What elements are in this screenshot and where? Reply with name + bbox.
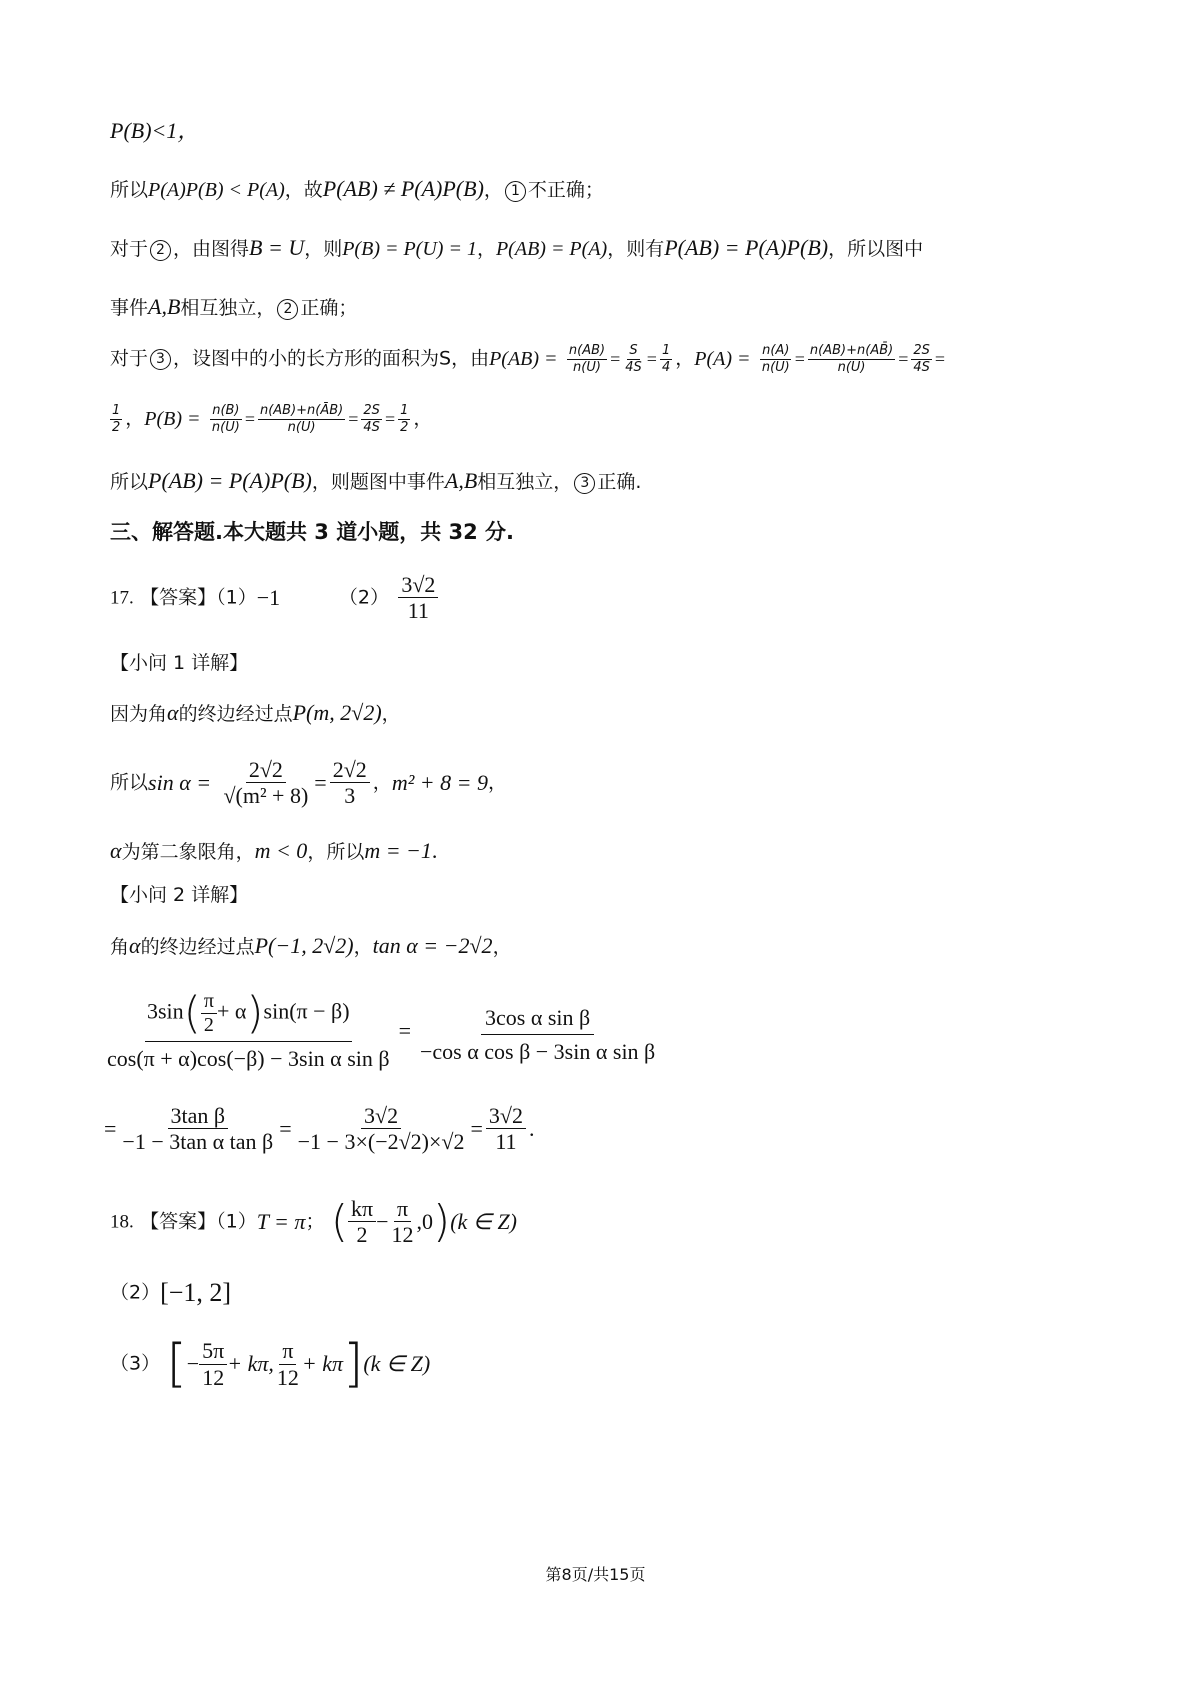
q18-answer-line: 18. 【答案】（1）T = π； ( $\frac{k\pi}{2}$ − $\frac{\pi}{12}$ ,0)(k ∈ Z) xyxy=(110,1195,518,1248)
denominator: −1 − 3×(−2√2)×√2 xyxy=(297,1129,465,1155)
numerator: n(AB)+n(ĀB) xyxy=(259,403,344,418)
fraction xyxy=(348,1196,376,1248)
text: 正确. xyxy=(597,471,642,493)
circled-number: 3 xyxy=(574,473,595,494)
denominator: −cos α cos β − 3sin α sin β xyxy=(420,1039,656,1065)
denominator: n(U) xyxy=(837,359,866,375)
subsection-title xyxy=(110,884,248,905)
math-expr: P(AB) = P(A)P(B) xyxy=(148,468,312,493)
text: ，则有 xyxy=(607,238,665,260)
text: ，则题图中事件 xyxy=(311,471,445,493)
denominator: cos(π + α)cos(−β) − 3sin α sin β xyxy=(107,1046,390,1071)
denominator: √(m² + 8) xyxy=(223,783,309,809)
numerator: n(AB) xyxy=(568,343,606,358)
denominator: 12 xyxy=(391,1222,414,1248)
fraction xyxy=(760,343,792,375)
fraction xyxy=(361,403,382,435)
part-label: （1） xyxy=(216,1210,257,1233)
math-expr: m = −1 xyxy=(364,838,432,863)
subsection-label: 【小问 1 详解】 xyxy=(110,652,249,674)
denominator: n(U) xyxy=(573,359,601,375)
numerator: 1 xyxy=(112,403,121,418)
part-label: （2） xyxy=(110,1281,161,1304)
term: + α xyxy=(216,998,247,1024)
text: 不正确； xyxy=(527,179,604,201)
math-expr: m < 0 xyxy=(254,838,308,863)
equals-sign: = xyxy=(470,1115,483,1141)
numerator: 2√2 xyxy=(330,757,370,783)
math-expr: P(A) = xyxy=(694,348,751,371)
fraction xyxy=(274,1338,302,1390)
text: ，故 xyxy=(284,179,323,201)
math-expr: P(AB) ≠ P(A)P(B) xyxy=(322,176,484,201)
text-line xyxy=(110,757,507,809)
term: sin(π − β) xyxy=(263,998,350,1024)
fraction xyxy=(330,757,370,809)
text: 对于 xyxy=(110,347,149,370)
text: 相互独立， xyxy=(180,297,276,319)
text-line: 对于 3 ，设图中的小的长方形的面积为S，由P(AB) = $\frac{n(AB)}{n(U)}$ = $\frac{S}{4S}$ = $\frac{1}{4}$ ，P(A) = $\frac{n(A)}{n(U)}$ = $\frac{n(AB)+n(AB̄)}{n(U)}$ = $\frac{2S}{4S}$ = xyxy=(110,343,946,375)
part-label: （3） xyxy=(110,1352,161,1375)
math-expr: P(B) = P(U) = 1 xyxy=(342,238,477,260)
text: ， xyxy=(488,771,508,794)
denominator: 2 xyxy=(356,1222,368,1248)
numerator: n(B) xyxy=(212,403,240,418)
numerator: 2S xyxy=(363,403,380,418)
text: ， xyxy=(381,703,401,725)
math-expr: (k ∈ Z) xyxy=(450,1208,518,1234)
math-expr: B = U xyxy=(249,235,305,260)
math-expr: P(AB) = P(A)P(B) xyxy=(664,235,829,260)
denominator: 4 xyxy=(661,359,671,375)
circled-number: 1 xyxy=(505,181,526,202)
numerator: kπ xyxy=(348,1196,376,1222)
fraction xyxy=(417,997,658,1065)
numerator: 3sin( $\frac{\pi}{2}$ + α)sin(π − β) xyxy=(145,990,352,1042)
fraction xyxy=(220,757,311,809)
denominator: n(U) xyxy=(211,419,240,435)
numerator: 5π xyxy=(199,1338,227,1364)
text: ， xyxy=(372,771,392,794)
minus-sign: − xyxy=(186,1351,200,1376)
denominator: 4S xyxy=(625,359,642,375)
answer-value: −1 xyxy=(256,584,281,610)
fraction xyxy=(808,343,895,375)
denominator: 4S xyxy=(363,419,380,435)
fraction xyxy=(660,343,672,375)
answer-value: [−1, 2] xyxy=(160,1278,232,1307)
term: 3sin xyxy=(146,998,184,1024)
text: 事件 xyxy=(110,297,149,319)
text: . xyxy=(431,838,438,863)
math-expr: m² + 8 = 9 xyxy=(391,769,488,795)
numerator: π xyxy=(279,1338,296,1364)
math-expr: T = π xyxy=(256,1208,306,1234)
text: 所以 xyxy=(110,771,149,794)
fraction xyxy=(295,1103,468,1155)
text-line xyxy=(110,470,641,494)
text: ， xyxy=(675,347,695,370)
math-expr: α xyxy=(110,838,122,863)
equals-sign: = xyxy=(314,769,327,795)
math-expr: A,B xyxy=(148,294,181,319)
fraction xyxy=(119,1103,276,1155)
section-title: 三、解答题.本大题共 3 道小题，共 32 分. xyxy=(110,520,515,544)
text-line: $\frac{1}{2}$ ，P(B) = $\frac{n(B)}{n(U)}$ = $\frac{n(AB)+n(ĀB)}{n(U)}$ = $\frac{2S}{4S}$ = $\frac{1}{2}$ ， xyxy=(112,403,433,435)
numerator: 2√2 xyxy=(246,757,286,783)
text: 所以 xyxy=(110,179,149,201)
fraction xyxy=(389,1196,417,1248)
question-number: 18. xyxy=(110,1211,134,1233)
text: ， xyxy=(476,238,496,260)
denominator: 2 xyxy=(400,419,409,435)
math-expr: α xyxy=(167,700,179,725)
numerator: 1 xyxy=(661,343,671,358)
denominator: 3 xyxy=(344,783,356,809)
page-footer: 第8页/共15页 xyxy=(545,1565,646,1584)
numerator: 3√2 xyxy=(398,572,438,598)
math-expr: P(A)P(B) < P(A) xyxy=(148,179,285,201)
math-expr: P(m, 2√2) xyxy=(292,700,382,725)
text: ， xyxy=(492,936,512,958)
text: ， xyxy=(413,407,433,430)
text-line xyxy=(110,702,401,724)
question-number: 17. xyxy=(110,587,134,609)
numerator: π xyxy=(394,1196,411,1222)
text: ，所以 xyxy=(307,841,365,863)
denominator: 2 xyxy=(203,1014,214,1036)
answer-label: 【答案】 xyxy=(140,586,217,609)
text: ， xyxy=(125,407,145,430)
text-line xyxy=(110,178,604,202)
math-expr: ,0 xyxy=(416,1208,434,1234)
minus-sign: − xyxy=(376,1208,389,1234)
denominator: 4S xyxy=(913,359,930,375)
math-expr: P(AB) = P(A) xyxy=(495,238,608,260)
fraction xyxy=(911,343,932,375)
math-expr: A,B xyxy=(444,468,478,493)
denominator: −1 − 3tan α tan β xyxy=(122,1129,274,1155)
math-expr: sin α = xyxy=(148,769,212,795)
text: 角 xyxy=(110,936,130,958)
text: ； xyxy=(305,1210,325,1233)
text: 的终边经过点 xyxy=(178,703,293,725)
numerator: 3tan β xyxy=(168,1103,229,1129)
part-label: （2） xyxy=(338,586,389,609)
text: 的终边经过点 xyxy=(140,936,255,958)
fraction xyxy=(398,572,438,624)
numerator: 3√2 xyxy=(361,1103,401,1129)
fraction xyxy=(398,403,410,435)
fraction xyxy=(104,987,393,1071)
denominator: 11 xyxy=(495,1129,517,1155)
math-expr: α xyxy=(129,933,141,958)
equals-sign: = xyxy=(104,1115,117,1141)
denominator: n(U) xyxy=(287,419,316,435)
circled-number: 2 xyxy=(150,240,171,261)
circled-number: 3 xyxy=(150,349,171,370)
denominator: n(U) xyxy=(761,359,790,375)
numerator: S xyxy=(629,343,638,358)
numerator: π xyxy=(201,990,217,1014)
q18-part2-line xyxy=(110,1280,231,1306)
equals-sign: = xyxy=(398,1017,411,1043)
text: ，则 xyxy=(304,238,343,260)
text-line xyxy=(110,296,357,320)
text-line xyxy=(110,840,437,862)
text: . xyxy=(528,1115,535,1141)
q18-part3-line: （3） [− $\frac{5\pi}{12}$ + kπ, $\frac{\pi}{12}$ + kπ](k ∈ Z) xyxy=(110,1334,431,1394)
text: 正确； xyxy=(300,297,358,319)
math-expr: tan α = −2√2 xyxy=(372,933,493,958)
equation-line xyxy=(104,987,658,1071)
equals-sign: = xyxy=(279,1115,292,1141)
numerator: 2S xyxy=(913,343,930,358)
math-expr: + kπ xyxy=(301,1351,344,1376)
text: ，所以图中 xyxy=(828,238,924,260)
answer-label: 【答案】 xyxy=(140,1210,217,1233)
fraction xyxy=(110,403,122,435)
text: ， xyxy=(483,179,503,201)
math-expr: P(B) = xyxy=(144,408,201,431)
math-expr: P(AB) = xyxy=(489,348,558,371)
math-expr: (k ∈ Z) xyxy=(363,1351,431,1376)
subsection-title xyxy=(110,652,248,673)
denominator: 11 xyxy=(407,598,429,624)
denominator: 12 xyxy=(202,1364,225,1390)
text: 对于 xyxy=(110,238,149,260)
denominator: 2 xyxy=(112,419,121,435)
denominator: 12 xyxy=(276,1364,299,1390)
numerator: 1 xyxy=(400,403,409,418)
circled-number: 2 xyxy=(277,299,298,320)
numerator: 3√2 xyxy=(486,1103,526,1129)
equation-line xyxy=(104,1103,534,1155)
part-label: （1） xyxy=(216,586,257,609)
fraction xyxy=(210,403,242,435)
text: 因为角 xyxy=(110,703,168,725)
q17-answer-line xyxy=(110,572,441,624)
numerator: n(AB)+n(AB̄) xyxy=(809,343,894,358)
text: ，由图得 xyxy=(173,238,250,260)
section-heading xyxy=(110,522,514,543)
fraction xyxy=(199,1338,227,1390)
text: ，设图中的小的长方形的面积为S，由 xyxy=(173,347,490,370)
math-expr: P(B)<1， xyxy=(110,118,200,143)
math-expr: P(−1, 2√2) xyxy=(254,933,354,958)
subsection-label: 【小问 2 详解】 xyxy=(110,884,249,906)
fraction xyxy=(623,343,644,375)
text: 所以 xyxy=(110,471,149,493)
fraction xyxy=(567,343,607,375)
text-line xyxy=(110,120,199,142)
text: ， xyxy=(353,936,373,958)
text-line xyxy=(110,237,923,261)
numerator: 3cos α sin β xyxy=(481,997,594,1035)
text-line xyxy=(110,935,512,957)
fraction xyxy=(486,1103,526,1155)
math-expr: + kπ, xyxy=(227,1351,274,1376)
text: 为第二象限角， xyxy=(121,841,255,863)
text: 相互独立， xyxy=(477,471,573,493)
fraction xyxy=(258,403,345,435)
numerator: n(A) xyxy=(762,343,790,358)
